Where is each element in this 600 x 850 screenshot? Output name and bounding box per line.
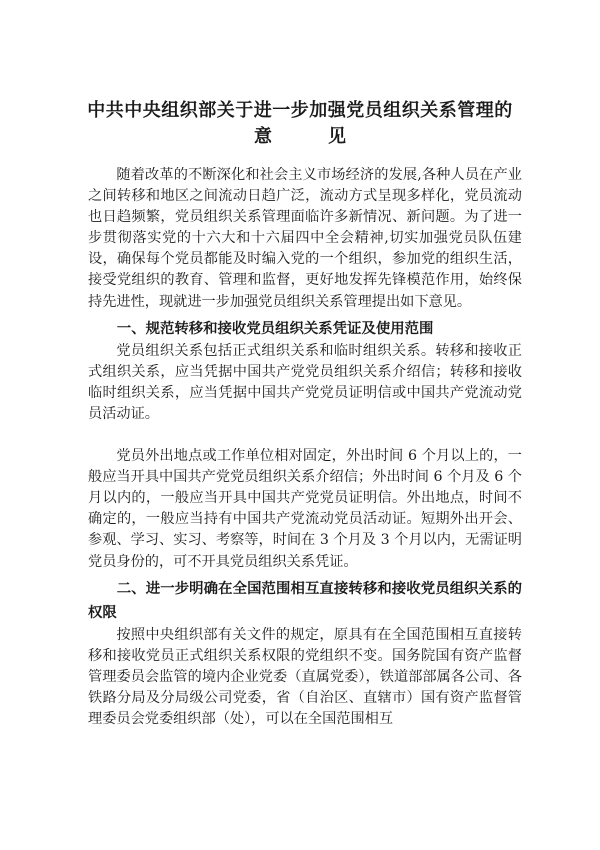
title-char-yi: 意 <box>254 126 272 147</box>
section2-heading: 二、进一步明确在全国范围相互直接转移和接收党员组织关系的权限 <box>88 580 522 621</box>
document-title-line2 <box>60 122 540 148</box>
intro-paragraph: 随着改革的不断深化和社会主义市场经济的发展,各种人员在产业之间转移和地区之间流动日趋广泛，流动方式呈现多样化，党员流动也日趋频繁，党员组织关系管理面临许多新情况、新问题。为了进一步贯彻落实党的十六大和十六届四中全会精神,切实加强党员队伍建设，确保每个党员都能及时编入党的一个组织，参加党的组织生活，接受党组织的教育、管理和监督，更好地发挥先锋模范作用，始终保持先进性，现就进一步加强党员组织关系管理提出如下意见。 <box>88 167 522 310</box>
section1-heading: 一、规范转移和接收党员组织关系凭证及使用范围 <box>116 320 434 337</box>
section1-paragraph2: 党员外出地点或工作单位相对固定，外出时间 6 个月以上的，一般应当开具中国共产党党员组织关系介绍信；外出时间 6 个月及 6 个月以内的，一般应当开具中国共产党党员证明信。外出地点，时间不确定的，一般应当持有中国共产党流动党员活动证。短期外出开会、参观、学习、实习、考察等，时间在 3 个月及 3 个月以内，无需证明党员身份的，可不开具党员组织关系凭证。 <box>88 448 522 570</box>
document-body <box>88 165 522 730</box>
title-char-jian: 见 <box>328 126 346 147</box>
section1-paragraph1: 党员组织关系包括正式组织关系和临时组织关系。转移和接收正式组织关系，应当凭据中国共产党党员组织关系介绍信；转移和接收临时组织关系，应当凭据中国共产党党员证明信或中国共产党流动党员活动证。 <box>88 342 522 422</box>
document-title-line1: 中共中央组织部关于进一步加强党员组织关系管理的 <box>87 100 513 121</box>
section2-paragraph1: 按照中央组织部有关文件的规定，原具有在全国范围相互直接转移和接收党员正式组织关系权限的党组织不变。国务院国有资产监督管理委员会监管的境内企业党委（直属党委），铁道部部属各公司、各铁路分局及分局级公司党委，省（自治区、直辖市）国有资产监督管理委员会党委组织部（处），可以在全国范围相互 <box>88 626 522 727</box>
